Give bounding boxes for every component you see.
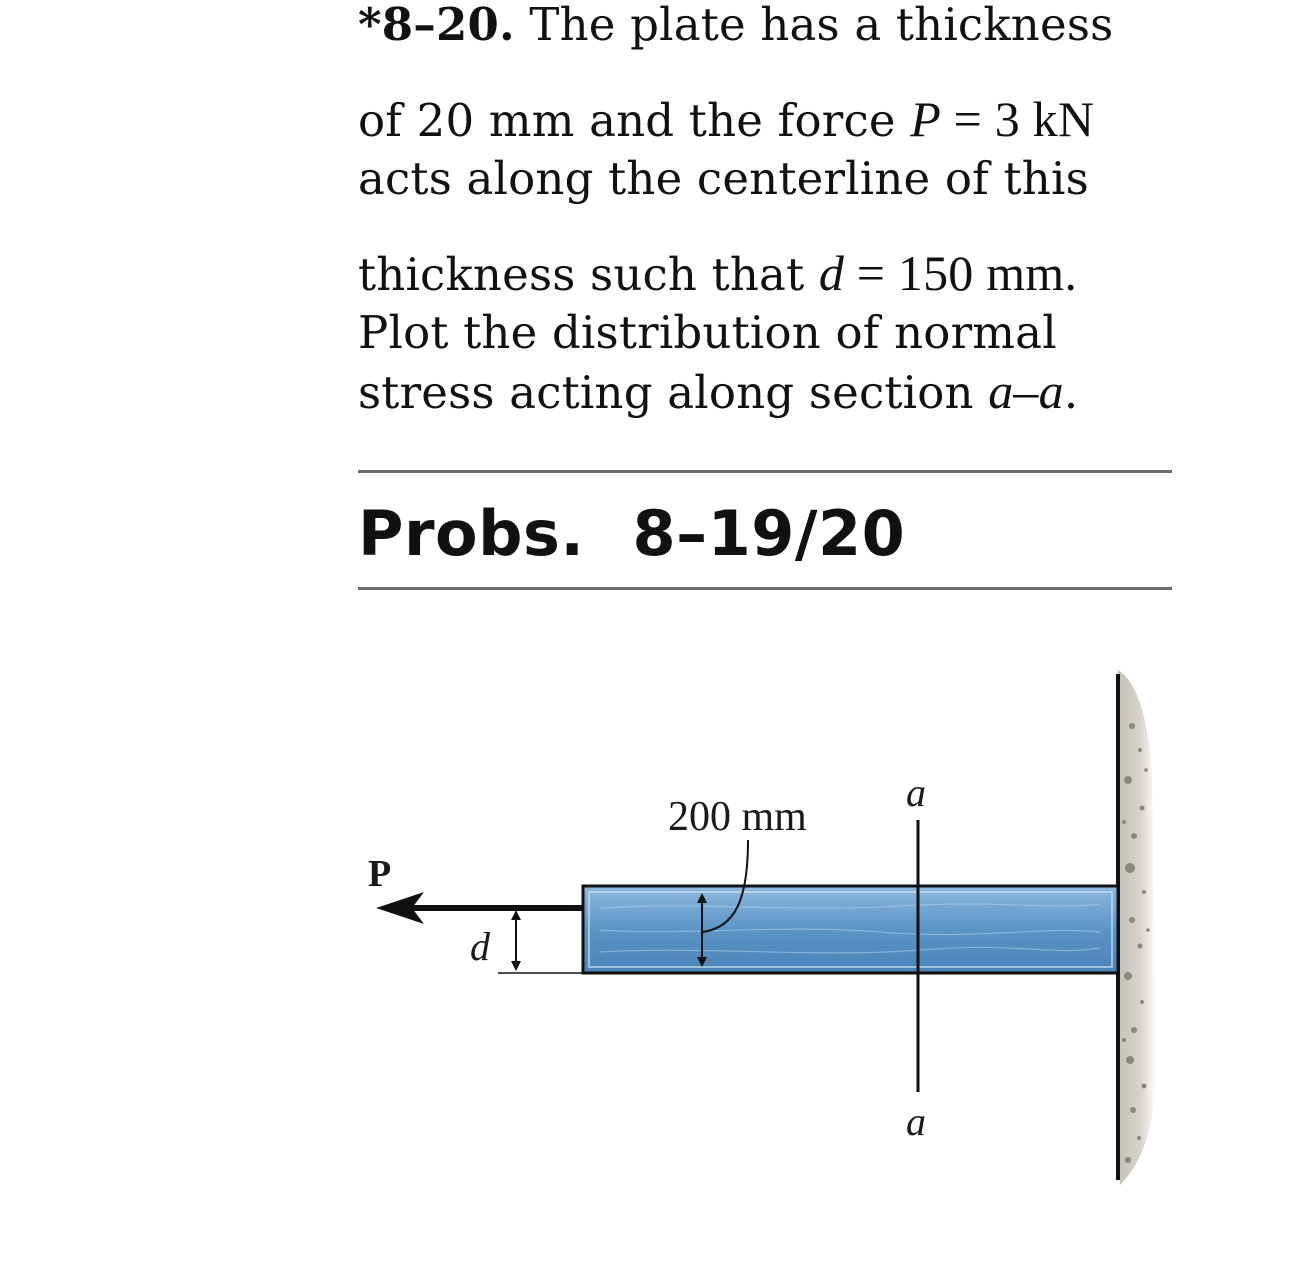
problem-statement [358,0,1188,422]
plate [583,886,1118,973]
variable-d: d [818,245,845,301]
problem-text-fragment: of 20 mm and the force [358,94,896,147]
problem-line-2 [358,90,1188,150]
problem-text-fragment: acts along the centerline of this [358,152,1089,205]
plate-diagram [0,640,1290,1220]
problem-number: *8–20. [358,0,515,51]
problem-text-fragment: The plate has a thickness [529,0,1114,51]
figure-caption [358,494,905,574]
force-value: = 3 kN [953,91,1095,147]
problem-text-fragment: thickness such that [358,248,805,301]
math-expression [819,245,1077,301]
offset-label: d [470,924,490,969]
caption-bottom-rule [358,587,1172,590]
problem-line-1 [358,0,1188,54]
variable-P: P [910,91,941,147]
caption-top-rule [358,470,1172,473]
problem-line-5 [358,304,1188,362]
section-label: a–a [988,363,1064,419]
problem-text-fragment: stress acting along section [358,366,974,419]
problem-figure [0,640,1290,1220]
problem-line-6 [358,362,1188,422]
section-label-top: a [906,770,926,815]
force-label: P [368,853,392,895]
problem-line-3 [358,150,1188,208]
math-expression [910,91,1094,147]
math-expression [988,363,1064,419]
caption-problem-numbers: 8–19/20 [632,497,906,570]
wall-support [1118,670,1156,1185]
caption-prefix: Probs. [358,497,585,570]
problem-line-4 [358,244,1188,304]
width-label: 200 mm [668,794,807,840]
problem-text-fragment: . [1063,366,1079,419]
problem-text-fragment: Plot the distribution of normal [358,306,1057,359]
distance-value: = 150 mm. [856,245,1078,301]
section-label-bottom: a [906,1099,926,1144]
